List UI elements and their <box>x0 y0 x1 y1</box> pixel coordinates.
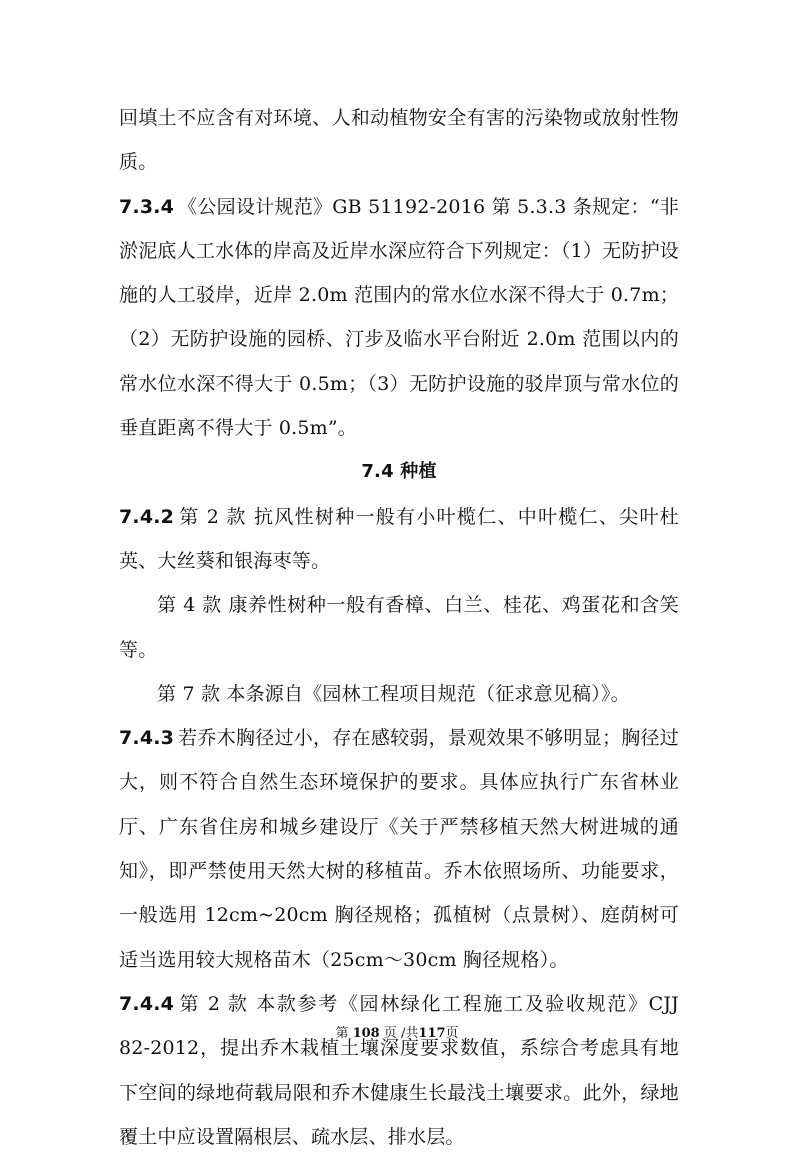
paragraph-7-4-3 <box>119 716 679 982</box>
clause-number: 7.4.4 <box>119 992 175 1015</box>
footer-prefix: 第 <box>335 1026 349 1041</box>
clause-number: 7.3.4 <box>119 195 175 218</box>
paragraph-7-4-4 <box>119 982 679 1159</box>
paragraph-item-4 <box>119 583 679 672</box>
current-page-number: 108 <box>352 1026 380 1041</box>
footer-middle: 页 /共 <box>383 1026 419 1041</box>
paragraph-text: 《公园设计规范》GB 51192-2016 第 5.3.3 条规定：“非淤泥底人工水体的岸高及近岸水深应符合下列规定：（1）无防护设施的人工驳岸，近岸 2.0m 范围内的常水位水深不得大于 0.7m；（2）无防护设施的园桥、汀步及临水平台附近 2.0m 范围以内的常水位水深不得大于 0.5m；（3）无防护设施的驳岸顶与常水位的垂直距离不得大于 0.5m”。 <box>119 195 679 440</box>
paragraph-text: 第 7 款 本条源自《园林工程项目规范（征求意见稿）》。 <box>157 682 630 705</box>
paragraph-text: 若乔木胸径过小，存在感较弱，景观效果不够明显；胸径过大，则不符合自然生态环境保护的要求。具体应执行广东省林业厅、广东省住房和城乡建设厅《关于严禁移植天然大树进城的通知》，即严禁使用天然大树的移植苗。乔木依照场所、功能要求，一般选用 12cm~20cm 胸径规格；孤植树（点景树）、庭荫树可适当选用较大规格苗木（25cm～30cm 胸径规格）。 <box>119 727 679 971</box>
footer-suffix: 页 <box>445 1026 459 1041</box>
paragraph-7-3-4 <box>119 185 679 451</box>
paragraph-text: 第 2 款 本款参考《园林绿化工程施工及验收规范》CJJ 82-2012，提出乔木栽植土壤深度要求数值，系综合考虑具有地下空间的绿地荷载局限和乔木健康生长最浅土壤要求。此外，绿地覆土中应设置隔根层、疏水层、排水层。 <box>119 992 679 1148</box>
page-footer <box>0 1022 794 1041</box>
clause-number: 7.4.2 <box>119 505 175 528</box>
paragraph-text: 回填土不应含有对环境、人和动植物安全有害的污染物或放射性物质。 <box>119 107 679 174</box>
paragraph-text: 第 4 款 康养性树种一般有香樟、白兰、桂花、鸡蛋花和含笑等。 <box>119 594 679 661</box>
section-heading: 7.4 种植 <box>361 461 437 483</box>
paragraph-item-7 <box>119 672 679 716</box>
page-content <box>119 96 679 1159</box>
paragraph-7-4-2 <box>119 495 679 584</box>
paragraph-backfill <box>119 96 679 185</box>
total-page-count: 117 <box>418 1026 446 1041</box>
paragraph-text: 第 2 款 抗风性树种一般有小叶榄仁、中叶榄仁、尖叶杜英、大丝葵和银海枣等。 <box>119 505 679 572</box>
clause-number: 7.4.3 <box>119 727 175 750</box>
